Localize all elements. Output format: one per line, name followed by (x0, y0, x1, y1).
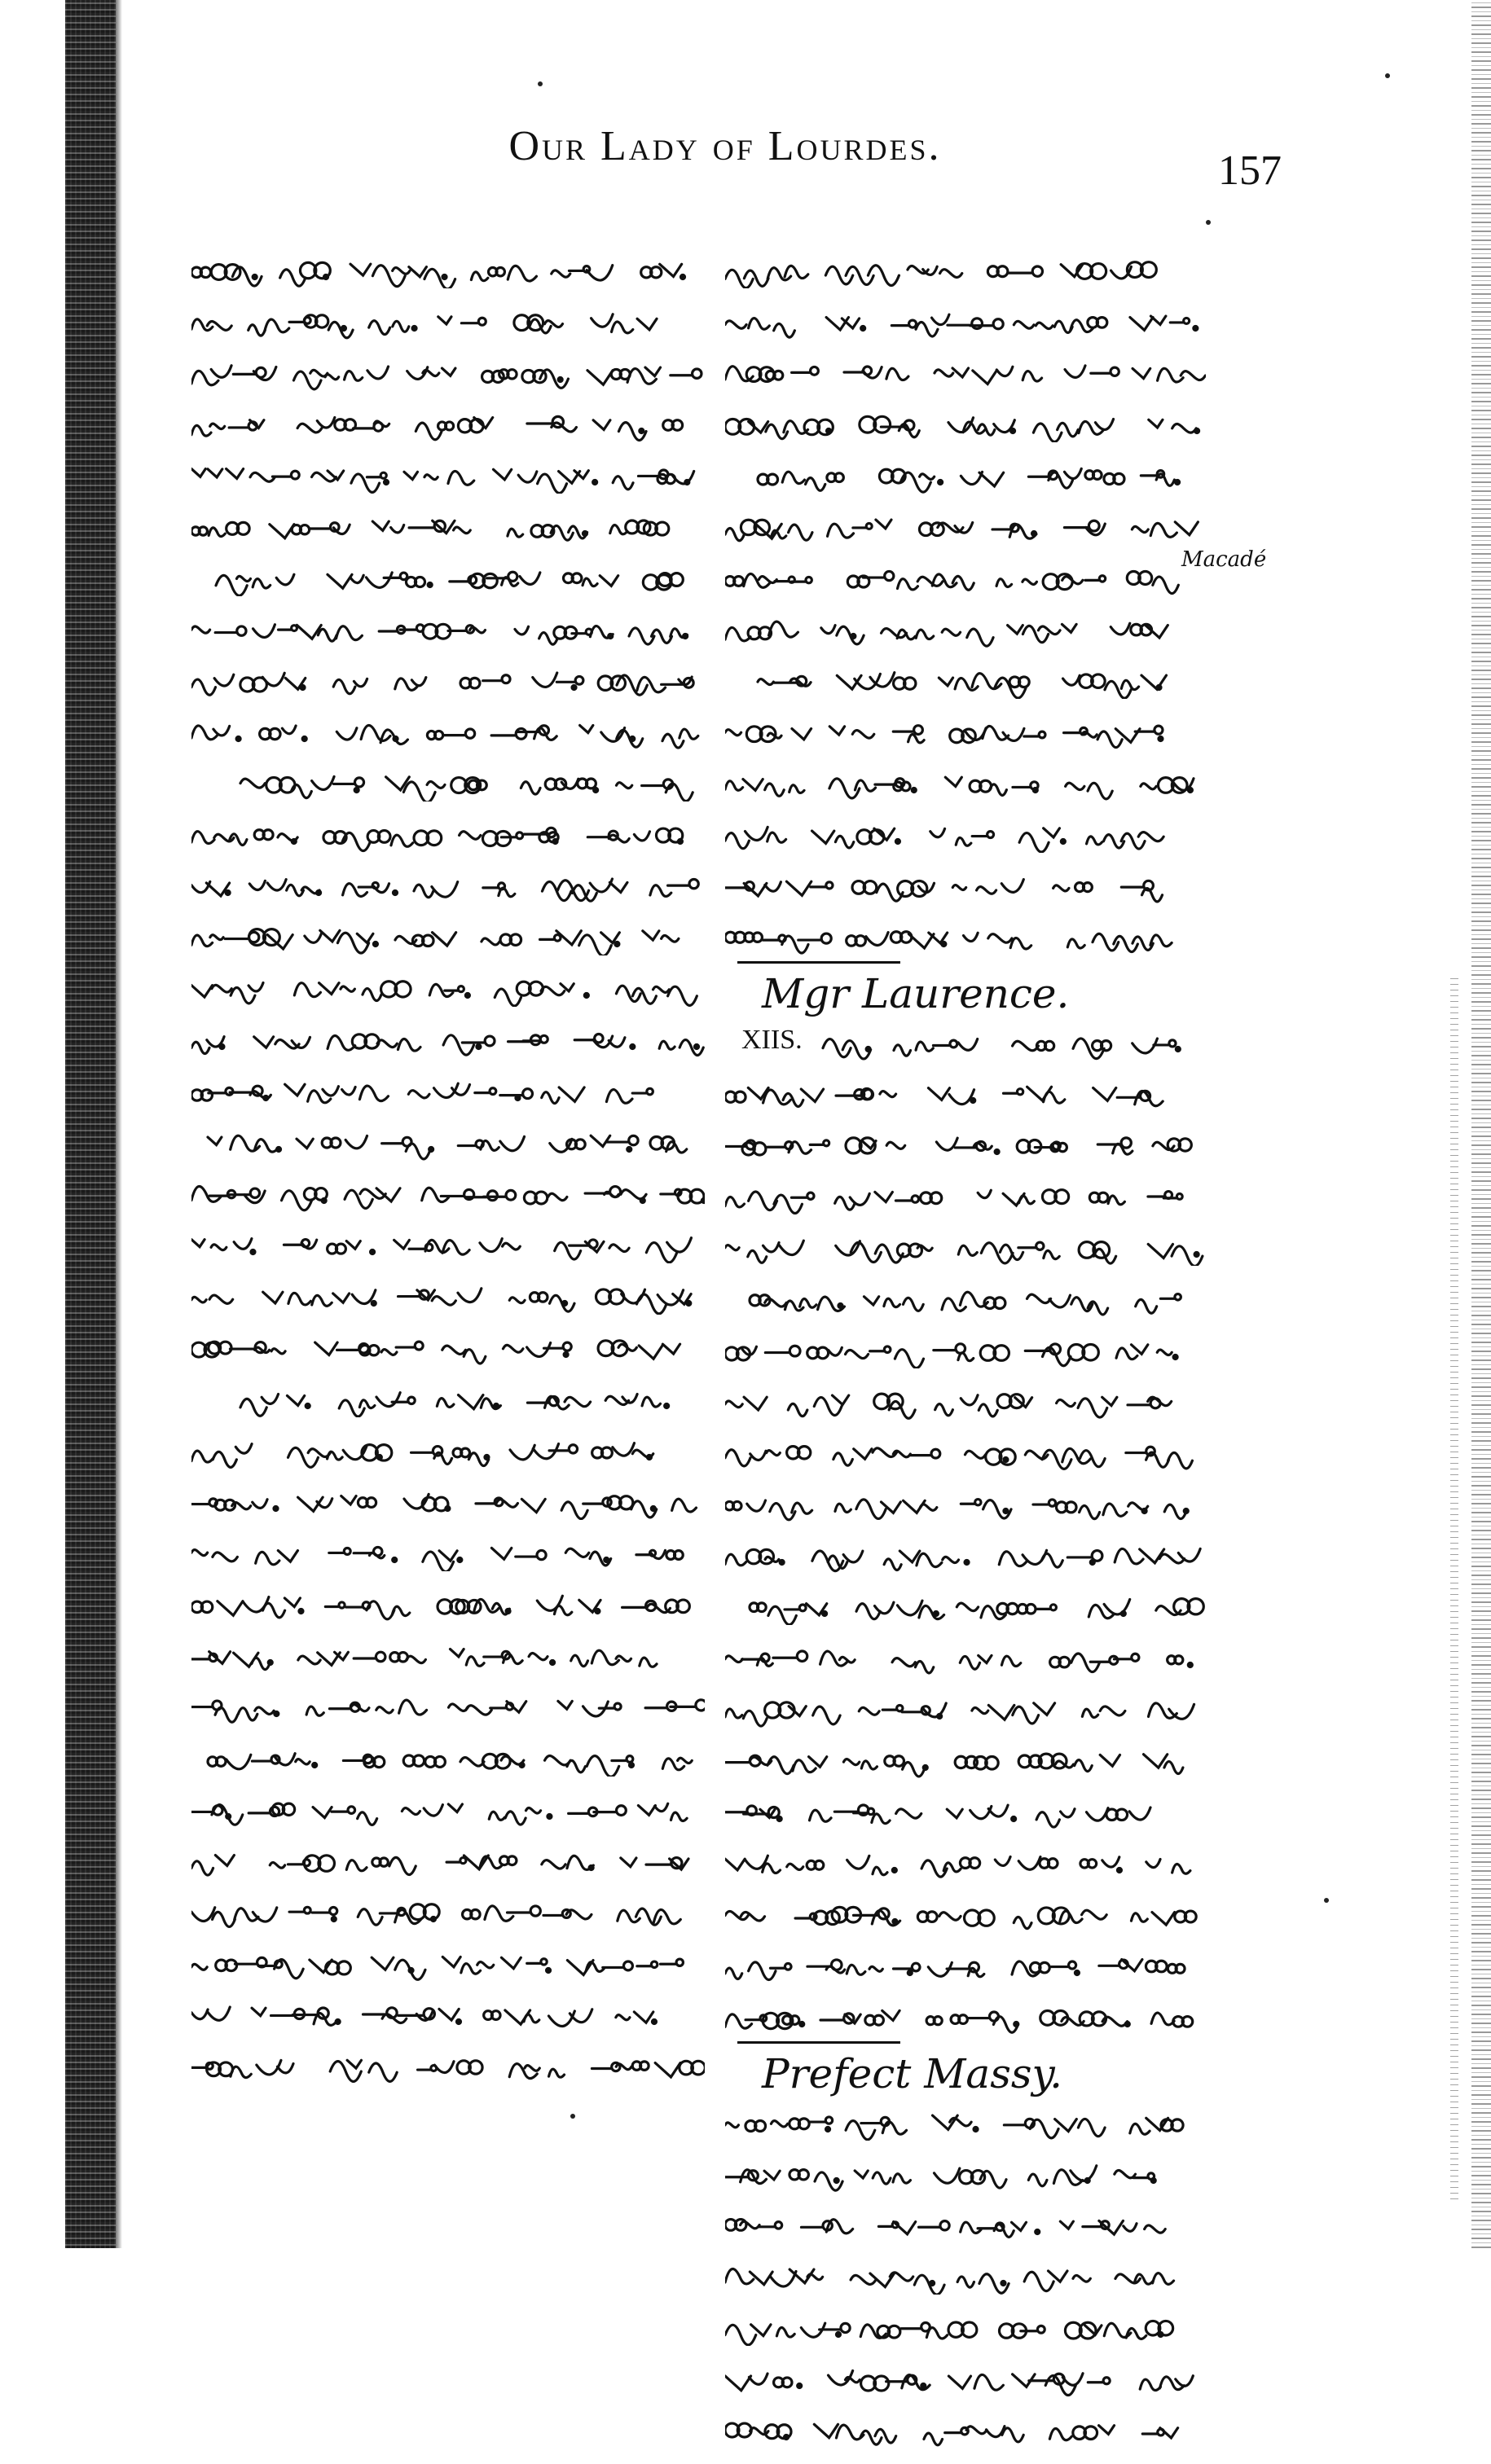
shorthand-line (191, 1381, 713, 1417)
shorthand-line (191, 1279, 713, 1315)
shorthand-line (725, 663, 1214, 699)
gutter-shadow (116, 0, 122, 2248)
shorthand-line (191, 1587, 713, 1623)
shorthand-line (191, 1074, 713, 1109)
shorthand-line (725, 1897, 1214, 1933)
shorthand-line (725, 1025, 1214, 1061)
shorthand-line (725, 1281, 1214, 1317)
shorthand-line (725, 2207, 1214, 2243)
shorthand-line (191, 1895, 713, 1930)
page-edge-noise-inner (1450, 977, 1458, 2199)
shorthand-line (725, 1435, 1214, 1471)
shorthand-line (725, 304, 1214, 340)
shorthand-line (725, 2259, 1214, 2295)
shorthand-line (191, 1997, 713, 2033)
shorthand-line (725, 1692, 1214, 1728)
shorthand-line (725, 406, 1214, 442)
scan-speck (1206, 220, 1211, 225)
shorthand-line (191, 1433, 713, 1469)
running-head: Our Lady of Lourdes. (508, 123, 942, 169)
shorthand-line (725, 1487, 1214, 1522)
shorthand-line (725, 1230, 1214, 1266)
shorthand-line (191, 509, 713, 545)
shorthand-line (725, 1589, 1214, 1625)
shorthand-line (725, 1333, 1214, 1368)
shorthand-line (191, 1689, 713, 1725)
shorthand-line (725, 2310, 1214, 2346)
shorthand-line (725, 1948, 1214, 1984)
shorthand-line (191, 868, 713, 904)
shorthand-line (725, 509, 1214, 545)
shorthand-line (725, 2413, 1214, 2449)
shorthand-line (191, 1741, 713, 1777)
shorthand-line (725, 2156, 1214, 2192)
shorthand-line (191, 920, 713, 955)
heading-lead-abbr: XIIS. (741, 1025, 803, 1055)
shorthand-line (725, 920, 1214, 955)
shorthand-line (191, 714, 713, 750)
shorthand-line (191, 253, 713, 288)
page-edge-noise (1471, 0, 1491, 2248)
shorthand-line (725, 1076, 1214, 1112)
book-binding (65, 0, 116, 2248)
shorthand-line (191, 766, 713, 802)
shorthand-line (191, 355, 713, 391)
shorthand-line (191, 1792, 713, 1828)
shorthand-line (725, 2361, 1214, 2397)
shorthand-line (191, 663, 713, 699)
shorthand-line (725, 1846, 1214, 1882)
shorthand-line (725, 1384, 1214, 1420)
shorthand-line (725, 2105, 1214, 2141)
shorthand-line (191, 817, 713, 853)
marginal-word: Macadé (1181, 547, 1267, 572)
shorthand-line (725, 2000, 1214, 2036)
shorthand-line (725, 1538, 1214, 1574)
shorthand-line (191, 1638, 713, 1674)
shorthand-line (725, 612, 1214, 648)
shorthand-line (725, 253, 1214, 288)
shorthand-line (191, 304, 713, 340)
shorthand-line (191, 1176, 713, 1212)
shorthand-line (725, 355, 1214, 391)
shorthand-line (725, 1179, 1214, 1214)
shorthand-line (191, 2049, 713, 2084)
section-heading: Mgr Laurence. (762, 971, 1214, 1017)
shorthand-line (191, 1125, 713, 1161)
section-heading: Prefect Massy. (762, 2051, 1214, 2097)
shorthand-line (191, 458, 713, 494)
shorthand-line (725, 560, 1214, 596)
shorthand-line (191, 1228, 713, 1263)
shorthand-line (725, 766, 1214, 802)
shorthand-line (191, 971, 713, 1007)
scan-speck (1385, 73, 1390, 78)
shorthand-line (191, 1535, 713, 1571)
shorthand-line (191, 560, 713, 596)
shorthand-line (725, 1640, 1214, 1676)
shorthand-line (191, 1946, 713, 1982)
scan-speck (1324, 1898, 1329, 1903)
left-column-shorthand (191, 253, 713, 2100)
shorthand-line (191, 1484, 713, 1520)
scan-speck (538, 81, 543, 86)
shorthand-line (725, 817, 1214, 853)
shorthand-line (725, 1743, 1214, 1779)
shorthand-line (725, 714, 1214, 750)
shorthand-line (191, 1843, 713, 1879)
shorthand-line (191, 612, 713, 648)
shorthand-line (725, 1127, 1214, 1163)
right-column-shorthand (725, 253, 1214, 2464)
shorthand-line (191, 1022, 713, 1058)
scan-speck (570, 2114, 575, 2119)
shorthand-line (725, 458, 1214, 494)
shorthand-line (725, 1794, 1214, 1830)
shorthand-line (191, 406, 713, 442)
page-number: 157 (1218, 147, 1282, 194)
shorthand-line (191, 1330, 713, 1366)
shorthand-line (725, 868, 1214, 904)
